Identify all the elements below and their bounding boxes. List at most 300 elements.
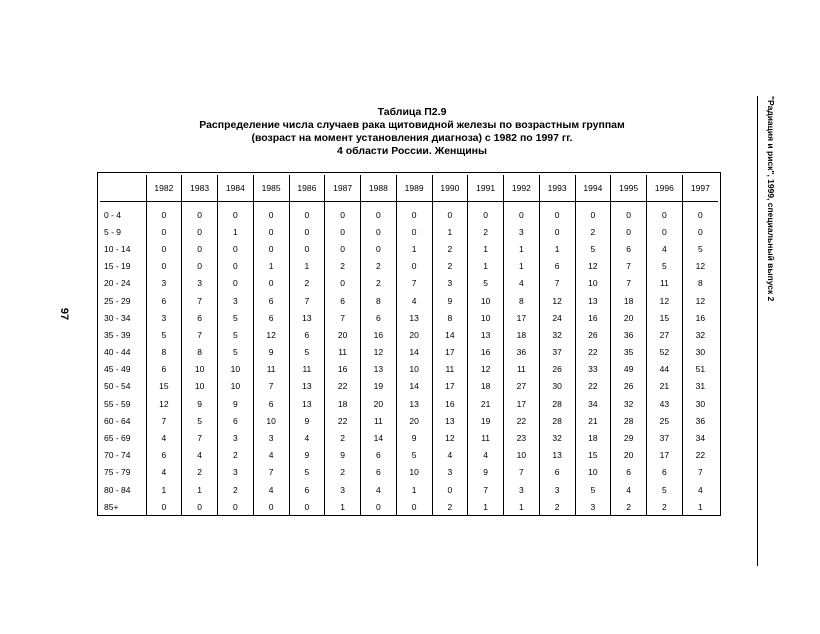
case-count-cell: 0 — [253, 240, 289, 257]
case-count-cell: 32 — [539, 429, 575, 446]
case-count-cell: 9 — [468, 464, 504, 481]
case-count-cell: 0 — [432, 202, 468, 224]
table-row — [100, 223, 718, 240]
case-count-cell: 4 — [253, 447, 289, 464]
case-count-cell: 18 — [325, 395, 361, 412]
case-count-cell: 25 — [647, 412, 683, 429]
case-count-cell: 1 — [539, 240, 575, 257]
case-count-cell: 21 — [647, 378, 683, 395]
age-group-label: 75 - 79 — [104, 467, 131, 478]
case-count-cell: 3 — [218, 429, 254, 446]
year-header: 1988 — [361, 175, 397, 202]
case-count-cell: 5 — [647, 258, 683, 275]
case-count-cell: 7 — [611, 258, 647, 275]
age-group-label: 30 - 34 — [104, 312, 131, 323]
case-count-cell: 6 — [182, 309, 218, 326]
case-count-cell: 0 — [539, 202, 575, 224]
case-count-cell: 6 — [325, 292, 361, 309]
case-count-cell: 28 — [611, 412, 647, 429]
case-count-cell: 23 — [504, 429, 540, 446]
year-header: 1983 — [182, 175, 218, 202]
age-group-label: 40 - 44 — [104, 347, 131, 358]
case-count-cell: 7 — [611, 275, 647, 292]
age-group-label: 5 - 9 — [104, 226, 122, 237]
case-count-cell: 8 — [504, 292, 540, 309]
case-count-cell: 37 — [539, 344, 575, 361]
case-count-cell: 13 — [361, 361, 397, 378]
age-group-label: 25 - 29 — [104, 295, 131, 306]
data-table — [100, 175, 718, 515]
case-count-cell: 3 — [253, 429, 289, 446]
case-count-cell: 1 — [396, 240, 432, 257]
case-count-cell: 10 — [396, 361, 432, 378]
case-count-cell: 4 — [253, 481, 289, 498]
table-row — [100, 309, 718, 326]
case-count-cell: 4 — [182, 447, 218, 464]
case-count-cell: 3 — [504, 481, 540, 498]
year-header: 1989 — [396, 175, 432, 202]
case-count-cell: 0 — [361, 240, 397, 257]
case-count-cell: 0 — [325, 223, 361, 240]
case-count-cell: 0 — [289, 223, 325, 240]
case-count-cell: 0 — [575, 202, 611, 224]
case-count-cell: 4 — [361, 481, 397, 498]
case-count-cell: 36 — [611, 326, 647, 343]
case-count-cell: 10 — [253, 412, 289, 429]
table-title-line: (возраст на момент установления диагноза) с 1982 по 1997 гг. — [251, 132, 573, 144]
case-count-cell: 0 — [396, 258, 432, 275]
case-count-cell: 13 — [539, 447, 575, 464]
case-count-cell: 0 — [682, 202, 718, 224]
year-header: 1997 — [682, 175, 718, 202]
case-count-cell: 22 — [325, 378, 361, 395]
case-count-cell: 13 — [289, 395, 325, 412]
case-count-cell: 16 — [432, 395, 468, 412]
case-count-cell: 7 — [325, 309, 361, 326]
case-count-cell: 0 — [218, 275, 254, 292]
case-count-cell: 6 — [611, 240, 647, 257]
case-count-cell: 20 — [361, 395, 397, 412]
table-row — [100, 429, 718, 446]
table-row — [100, 412, 718, 429]
case-count-cell: 0 — [361, 498, 397, 515]
case-count-cell: 2 — [361, 275, 397, 292]
case-count-cell: 15 — [647, 309, 683, 326]
case-count-cell: 12 — [253, 326, 289, 343]
case-count-cell: 24 — [539, 309, 575, 326]
case-count-cell: 32 — [539, 326, 575, 343]
case-count-cell: 3 — [504, 223, 540, 240]
case-count-cell: 7 — [539, 275, 575, 292]
age-group-label: 60 - 64 — [104, 415, 131, 426]
case-count-cell: 4 — [647, 240, 683, 257]
case-count-cell: 27 — [647, 326, 683, 343]
side-rule — [757, 96, 758, 566]
case-count-cell: 0 — [468, 202, 504, 224]
case-count-cell: 0 — [361, 202, 397, 224]
case-count-cell: 10 — [396, 464, 432, 481]
case-count-cell: 2 — [182, 464, 218, 481]
case-count-cell: 13 — [289, 309, 325, 326]
case-count-cell: 13 — [396, 309, 432, 326]
case-count-cell: 20 — [396, 326, 432, 343]
case-count-cell: 18 — [504, 326, 540, 343]
case-count-cell: 20 — [325, 326, 361, 343]
table-row — [100, 258, 718, 275]
case-count-cell: 2 — [432, 258, 468, 275]
table-row — [100, 361, 718, 378]
case-count-cell: 1 — [468, 498, 504, 515]
case-count-cell: 0 — [325, 202, 361, 224]
table-title-line: Распределение числа случаев рака щитовидной железы по возрастным группам — [199, 119, 625, 131]
case-count-cell: 2 — [539, 498, 575, 515]
age-group-label: 0 - 4 — [104, 209, 122, 220]
case-count-cell: 9 — [396, 429, 432, 446]
case-count-cell: 0 — [325, 275, 361, 292]
table-title-block — [150, 106, 674, 158]
table-row — [100, 498, 718, 515]
case-count-cell: 28 — [539, 395, 575, 412]
case-count-cell: 22 — [682, 447, 718, 464]
case-count-cell: 4 — [146, 429, 182, 446]
case-count-cell: 0 — [182, 223, 218, 240]
case-count-cell: 10 — [218, 378, 254, 395]
case-count-cell: 3 — [182, 275, 218, 292]
case-count-cell: 1 — [182, 481, 218, 498]
table-row — [100, 202, 718, 224]
case-count-cell: 3 — [539, 481, 575, 498]
case-count-cell: 4 — [396, 292, 432, 309]
case-count-cell: 3 — [146, 309, 182, 326]
case-count-cell: 18 — [468, 378, 504, 395]
case-count-cell: 22 — [504, 412, 540, 429]
case-count-cell: 16 — [682, 309, 718, 326]
case-count-cell: 35 — [611, 344, 647, 361]
case-count-cell: 0 — [253, 223, 289, 240]
case-count-cell: 1 — [325, 498, 361, 515]
case-count-cell: 12 — [575, 258, 611, 275]
case-count-cell: 0 — [146, 498, 182, 515]
case-count-cell: 5 — [575, 240, 611, 257]
case-count-cell: 30 — [682, 344, 718, 361]
case-count-cell: 12 — [682, 292, 718, 309]
case-count-cell: 1 — [468, 258, 504, 275]
case-count-cell: 22 — [575, 344, 611, 361]
case-count-cell: 0 — [146, 202, 182, 224]
case-count-cell: 0 — [218, 258, 254, 275]
case-count-cell: 6 — [361, 309, 397, 326]
case-count-cell: 1 — [289, 258, 325, 275]
case-count-cell: 1 — [682, 498, 718, 515]
year-header: 1991 — [468, 175, 504, 202]
case-count-cell: 30 — [539, 378, 575, 395]
case-count-cell: 2 — [325, 429, 361, 446]
case-count-cell: 2 — [325, 258, 361, 275]
case-count-cell: 6 — [218, 412, 254, 429]
table-row — [100, 481, 718, 498]
year-header: 1993 — [539, 175, 575, 202]
case-count-cell: 4 — [611, 481, 647, 498]
case-count-cell: 6 — [289, 326, 325, 343]
case-count-cell: 34 — [575, 395, 611, 412]
case-count-cell: 6 — [539, 258, 575, 275]
year-header: 1994 — [575, 175, 611, 202]
case-count-cell: 10 — [504, 447, 540, 464]
case-count-cell: 13 — [468, 326, 504, 343]
case-count-cell: 8 — [146, 344, 182, 361]
case-count-cell: 2 — [611, 498, 647, 515]
case-count-cell: 5 — [218, 326, 254, 343]
case-count-cell: 17 — [504, 395, 540, 412]
case-count-cell: 6 — [647, 464, 683, 481]
age-group-label: 35 - 39 — [104, 329, 131, 340]
case-count-cell: 1 — [432, 223, 468, 240]
case-count-cell: 16 — [325, 361, 361, 378]
case-count-cell: 5 — [575, 481, 611, 498]
case-count-cell: 0 — [647, 202, 683, 224]
table-row — [100, 447, 718, 464]
case-count-cell: 51 — [682, 361, 718, 378]
case-count-cell: 5 — [289, 464, 325, 481]
case-count-cell: 0 — [182, 258, 218, 275]
age-group-label: 15 - 19 — [104, 261, 131, 272]
year-header: 1987 — [325, 175, 361, 202]
age-group-label: 45 - 49 — [104, 364, 131, 375]
case-count-cell: 10 — [575, 464, 611, 481]
year-header: 1990 — [432, 175, 468, 202]
age-group-label: 10 - 14 — [104, 243, 131, 254]
case-count-cell: 0 — [396, 223, 432, 240]
case-count-cell: 1 — [146, 481, 182, 498]
case-count-cell: 14 — [396, 378, 432, 395]
case-count-cell: 31 — [682, 378, 718, 395]
case-count-cell: 0 — [289, 240, 325, 257]
case-count-cell: 3 — [146, 275, 182, 292]
case-count-cell: 16 — [575, 309, 611, 326]
case-count-cell: 3 — [325, 481, 361, 498]
case-count-cell: 22 — [575, 378, 611, 395]
case-count-cell: 37 — [647, 429, 683, 446]
case-count-cell: 5 — [396, 447, 432, 464]
table-row — [100, 240, 718, 257]
case-count-cell: 12 — [539, 292, 575, 309]
case-count-cell: 34 — [682, 429, 718, 446]
case-count-cell: 0 — [432, 481, 468, 498]
case-count-cell: 5 — [647, 481, 683, 498]
age-group-label: 80 - 84 — [104, 484, 131, 495]
case-count-cell: 0 — [682, 223, 718, 240]
case-count-cell: 0 — [218, 202, 254, 224]
case-count-cell: 0 — [253, 202, 289, 224]
case-count-cell: 13 — [432, 412, 468, 429]
table-number: Таблица П2.9 — [377, 106, 447, 118]
case-count-cell: 20 — [611, 447, 647, 464]
case-count-cell: 7 — [182, 326, 218, 343]
table-row — [100, 326, 718, 343]
case-count-cell: 52 — [647, 344, 683, 361]
case-count-cell: 20 — [396, 412, 432, 429]
case-count-cell: 26 — [611, 378, 647, 395]
case-count-cell: 10 — [468, 292, 504, 309]
case-count-cell: 8 — [182, 344, 218, 361]
case-count-cell: 11 — [289, 361, 325, 378]
case-count-cell: 13 — [575, 292, 611, 309]
case-count-cell: 9 — [432, 292, 468, 309]
case-count-cell: 0 — [146, 240, 182, 257]
case-count-cell: 32 — [611, 395, 647, 412]
case-count-cell: 0 — [218, 498, 254, 515]
header-corner-cell — [100, 175, 146, 202]
case-count-cell: 0 — [611, 223, 647, 240]
table-row — [100, 344, 718, 361]
case-count-cell: 2 — [575, 223, 611, 240]
case-count-cell: 0 — [182, 202, 218, 224]
age-group-label: 20 - 24 — [104, 278, 131, 289]
case-count-cell: 7 — [504, 464, 540, 481]
case-count-cell: 2 — [361, 258, 397, 275]
case-count-cell: 6 — [289, 481, 325, 498]
case-count-cell: 2 — [432, 498, 468, 515]
case-count-cell: 32 — [682, 326, 718, 343]
case-count-cell: 27 — [504, 378, 540, 395]
year-header: 1996 — [647, 175, 683, 202]
year-header: 1986 — [289, 175, 325, 202]
case-count-cell: 14 — [432, 326, 468, 343]
table-row — [100, 395, 718, 412]
case-count-cell: 19 — [468, 412, 504, 429]
case-count-cell: 0 — [289, 202, 325, 224]
case-count-cell: 6 — [253, 395, 289, 412]
case-count-cell: 3 — [432, 464, 468, 481]
case-count-cell: 17 — [504, 309, 540, 326]
case-count-cell: 12 — [682, 258, 718, 275]
case-count-cell: 12 — [432, 429, 468, 446]
case-count-cell: 9 — [218, 395, 254, 412]
case-count-cell: 36 — [682, 412, 718, 429]
case-count-cell: 7 — [146, 412, 182, 429]
case-count-cell: 12 — [468, 361, 504, 378]
case-count-cell: 0 — [396, 498, 432, 515]
case-count-cell: 18 — [575, 429, 611, 446]
case-count-cell: 44 — [647, 361, 683, 378]
table-header-row — [100, 175, 718, 202]
case-count-cell: 14 — [396, 344, 432, 361]
case-count-cell: 26 — [539, 361, 575, 378]
case-count-cell: 11 — [325, 344, 361, 361]
case-count-cell: 4 — [146, 464, 182, 481]
case-count-cell: 2 — [218, 447, 254, 464]
case-count-cell: 2 — [289, 275, 325, 292]
case-count-cell: 6 — [253, 292, 289, 309]
case-count-cell: 6 — [146, 361, 182, 378]
side-caption: "Радиация и риск", 1999, специальный выпуск 2 — [766, 96, 776, 302]
case-count-cell: 15 — [575, 447, 611, 464]
case-count-cell: 8 — [682, 275, 718, 292]
data-table-frame — [97, 172, 721, 516]
case-count-cell: 2 — [647, 498, 683, 515]
case-count-cell: 5 — [218, 344, 254, 361]
case-count-cell: 0 — [539, 223, 575, 240]
case-count-cell: 10 — [575, 275, 611, 292]
age-group-label: 85+ — [104, 501, 119, 512]
case-count-cell: 33 — [575, 361, 611, 378]
case-count-cell: 29 — [611, 429, 647, 446]
case-count-cell: 1 — [396, 481, 432, 498]
case-count-cell: 13 — [396, 395, 432, 412]
case-count-cell: 0 — [146, 258, 182, 275]
case-count-cell: 6 — [361, 447, 397, 464]
case-count-cell: 1 — [504, 258, 540, 275]
case-count-cell: 30 — [682, 395, 718, 412]
case-count-cell: 4 — [682, 481, 718, 498]
case-count-cell: 21 — [468, 395, 504, 412]
case-count-cell: 11 — [647, 275, 683, 292]
case-count-cell: 11 — [361, 412, 397, 429]
case-count-cell: 6 — [253, 309, 289, 326]
case-count-cell: 1 — [504, 240, 540, 257]
case-count-cell: 16 — [468, 344, 504, 361]
case-count-cell: 15 — [146, 378, 182, 395]
case-count-cell: 5 — [182, 412, 218, 429]
case-count-cell: 10 — [218, 361, 254, 378]
case-count-cell: 0 — [289, 498, 325, 515]
year-header: 1992 — [504, 175, 540, 202]
case-count-cell: 0 — [182, 498, 218, 515]
table-row — [100, 292, 718, 309]
case-count-cell: 13 — [289, 378, 325, 395]
case-count-cell: 2 — [325, 464, 361, 481]
case-count-cell: 19 — [361, 378, 397, 395]
case-count-cell: 3 — [218, 464, 254, 481]
case-count-cell: 9 — [325, 447, 361, 464]
case-count-cell: 7 — [253, 378, 289, 395]
case-count-cell: 10 — [182, 361, 218, 378]
case-count-cell: 0 — [361, 223, 397, 240]
case-count-cell: 2 — [432, 240, 468, 257]
case-count-cell: 7 — [182, 429, 218, 446]
case-count-cell: 1 — [253, 258, 289, 275]
case-count-cell: 11 — [504, 361, 540, 378]
case-count-cell: 3 — [575, 498, 611, 515]
case-count-cell: 3 — [432, 275, 468, 292]
case-count-cell: 5 — [218, 309, 254, 326]
case-count-cell: 6 — [611, 464, 647, 481]
case-count-cell: 8 — [361, 292, 397, 309]
case-count-cell: 11 — [432, 361, 468, 378]
table-subtitle: 4 области России. Женщины — [337, 145, 487, 157]
case-count-cell: 0 — [325, 240, 361, 257]
case-count-cell: 7 — [182, 292, 218, 309]
case-count-cell: 12 — [146, 395, 182, 412]
case-count-cell: 0 — [253, 498, 289, 515]
case-count-cell: 11 — [468, 429, 504, 446]
case-count-cell: 1 — [218, 223, 254, 240]
case-count-cell: 14 — [361, 429, 397, 446]
case-count-cell: 2 — [468, 223, 504, 240]
case-count-cell: 5 — [468, 275, 504, 292]
age-group-label: 50 - 54 — [104, 381, 131, 392]
case-count-cell: 12 — [647, 292, 683, 309]
case-count-cell: 43 — [647, 395, 683, 412]
case-count-cell: 49 — [611, 361, 647, 378]
case-count-cell: 6 — [539, 464, 575, 481]
year-header: 1995 — [611, 175, 647, 202]
case-count-cell: 0 — [182, 240, 218, 257]
case-count-cell: 26 — [575, 326, 611, 343]
case-count-cell: 0 — [396, 202, 432, 224]
case-count-cell: 6 — [361, 464, 397, 481]
case-count-cell: 6 — [146, 447, 182, 464]
